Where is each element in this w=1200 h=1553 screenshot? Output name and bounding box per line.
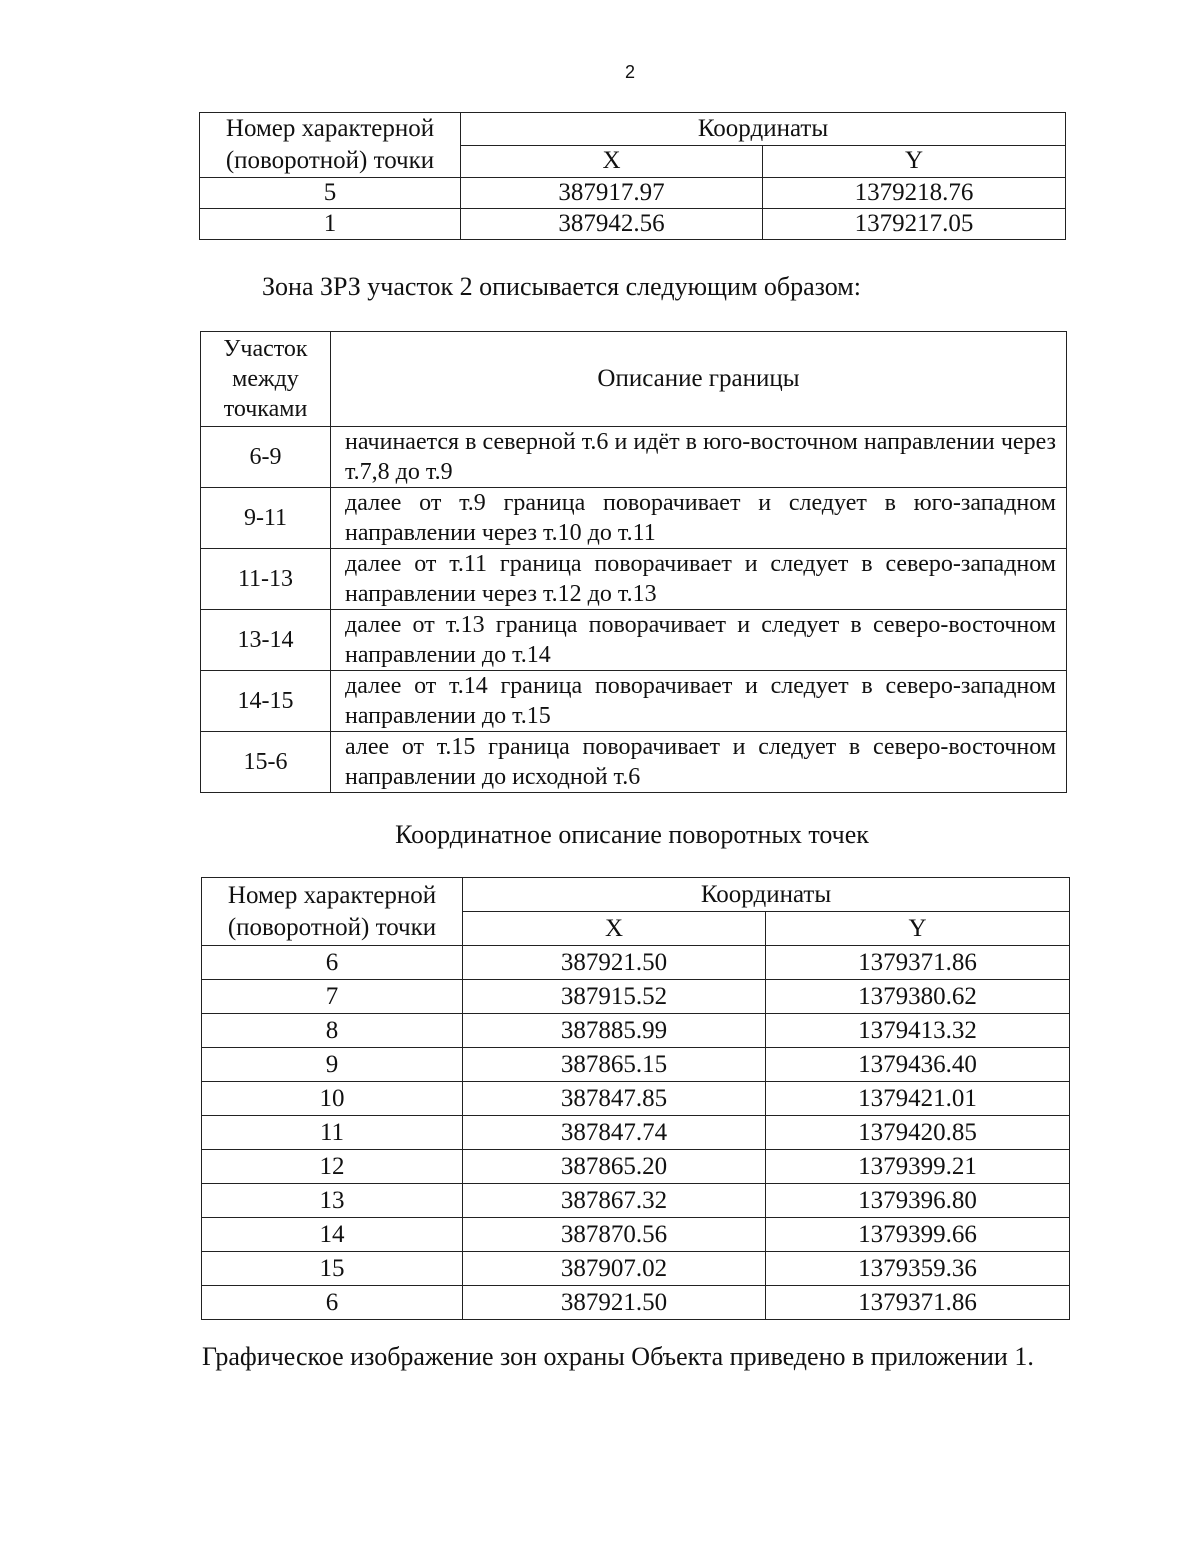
page-number: 2 <box>624 62 635 82</box>
point-number-cell: 9 <box>202 1048 463 1082</box>
x-coordinate-cell: 387942.56 <box>461 209 763 240</box>
boundary-description-table <box>200 331 1067 793</box>
description-cell: далее от т.14 граница поворачивает и следует в северо-западном направлении до т.15 <box>331 671 1067 732</box>
closing-text: Графическое изображение зон охраны Объекта приведено в приложении 1. <box>202 1342 1034 1371</box>
segment-cell: 13-14 <box>201 610 331 671</box>
x-coordinate-cell: 387867.32 <box>463 1184 766 1218</box>
y-coordinate-cell: 1379380.62 <box>766 980 1070 1014</box>
header-point: Номер характерной (поворотной) точки <box>200 113 461 178</box>
description-cell: далее от т.13 граница поворачивает и следует в северо-восточном направлении до т.14 <box>331 610 1067 671</box>
y-coordinate-cell: 1379396.80 <box>766 1184 1070 1218</box>
y-coordinate-cell: 1379217.05 <box>763 209 1066 240</box>
point-number-cell: 10 <box>202 1082 463 1116</box>
y-coordinate-cell: 1379413.32 <box>766 1014 1070 1048</box>
x-coordinate-cell: 387915.52 <box>463 980 766 1014</box>
table-row <box>201 610 1067 671</box>
table-row <box>202 1286 1070 1320</box>
point-number-cell: 15 <box>202 1252 463 1286</box>
description-cell: далее от т.9 граница поворачивает и следует в юго-западном направлении через т.10 до т.11 <box>331 488 1067 549</box>
point-number-cell: 8 <box>202 1014 463 1048</box>
segment-cell: 15-6 <box>201 732 331 793</box>
table-row <box>202 946 1070 980</box>
table-row <box>202 1116 1070 1150</box>
table-row <box>202 1048 1070 1082</box>
x-coordinate-cell: 387870.56 <box>463 1218 766 1252</box>
segment-cell: 14-15 <box>201 671 331 732</box>
table-row <box>200 209 1066 240</box>
table-row <box>201 427 1067 488</box>
x-coordinate-cell: 387907.02 <box>463 1252 766 1286</box>
y-coordinate-cell: 1379421.01 <box>766 1082 1070 1116</box>
y-coordinate-cell: 1379371.86 <box>766 1286 1070 1320</box>
x-coordinate-cell: 387917.97 <box>461 178 763 209</box>
point-number-cell: 5 <box>200 178 461 209</box>
x-coordinate-cell: 387885.99 <box>463 1014 766 1048</box>
header-x: X <box>463 912 766 946</box>
segment-cell: 9-11 <box>201 488 331 549</box>
table-row <box>202 1252 1070 1286</box>
x-coordinate-cell: 387865.20 <box>463 1150 766 1184</box>
coordinates-table-2 <box>201 877 1070 1320</box>
x-coordinate-cell: 387865.15 <box>463 1048 766 1082</box>
header-y: Y <box>766 912 1070 946</box>
segment-cell: 11-13 <box>201 549 331 610</box>
point-number-cell: 6 <box>202 946 463 980</box>
header-x: X <box>461 145 763 178</box>
description-cell: далее от т.11 граница поворачивает и следует в северо-западном направлении через т.12 до т.13 <box>331 549 1067 610</box>
table-row <box>202 980 1070 1014</box>
header-coordinates: Координаты <box>461 113 1066 146</box>
point-number-cell: 11 <box>202 1116 463 1150</box>
table-row <box>202 1082 1070 1116</box>
header-description: Описание границы <box>331 332 1067 427</box>
y-coordinate-cell: 1379436.40 <box>766 1048 1070 1082</box>
table-row <box>201 549 1067 610</box>
x-coordinate-cell: 387921.50 <box>463 946 766 980</box>
table-row <box>202 1184 1070 1218</box>
description-cell: начинается в северной т.6 и идёт в юго-восточном направлении через т.7,8 до т.9 <box>331 427 1067 488</box>
y-coordinate-cell: 1379399.66 <box>766 1218 1070 1252</box>
table-row <box>202 1218 1070 1252</box>
table-row <box>201 732 1067 793</box>
x-coordinate-cell: 387847.85 <box>463 1082 766 1116</box>
table-row <box>201 671 1067 732</box>
x-coordinate-cell: 387921.50 <box>463 1286 766 1320</box>
point-number-cell: 6 <box>202 1286 463 1320</box>
header-segment: Участок между точками <box>201 332 331 427</box>
segment-cell: 6-9 <box>201 427 331 488</box>
header-point: Номер характерной (поворотной) точки <box>202 878 463 946</box>
description-cell: алее от т.15 граница поворачивает и следует в северо-восточном направлении до исходной т.6 <box>331 732 1067 793</box>
x-coordinate-cell: 387847.74 <box>463 1116 766 1150</box>
table-row <box>200 178 1066 209</box>
table-row <box>201 488 1067 549</box>
point-number-cell: 12 <box>202 1150 463 1184</box>
point-number-cell: 14 <box>202 1218 463 1252</box>
zone-intro-text: Зона ЗРЗ участок 2 описывается следующим образом: <box>262 272 861 301</box>
coordinates-title: Координатное описание поворотных точек <box>395 820 869 849</box>
y-coordinate-cell: 1379359.36 <box>766 1252 1070 1286</box>
point-number-cell: 13 <box>202 1184 463 1218</box>
y-coordinate-cell: 1379420.85 <box>766 1116 1070 1150</box>
point-number-cell: 1 <box>200 209 461 240</box>
table-row <box>202 1014 1070 1048</box>
coordinates-table-1 <box>199 112 1066 240</box>
table-row <box>202 1150 1070 1184</box>
header-y: Y <box>763 145 1066 178</box>
point-number-cell: 7 <box>202 980 463 1014</box>
y-coordinate-cell: 1379218.76 <box>763 178 1066 209</box>
header-coordinates: Координаты <box>463 878 1070 912</box>
y-coordinate-cell: 1379399.21 <box>766 1150 1070 1184</box>
y-coordinate-cell: 1379371.86 <box>766 946 1070 980</box>
